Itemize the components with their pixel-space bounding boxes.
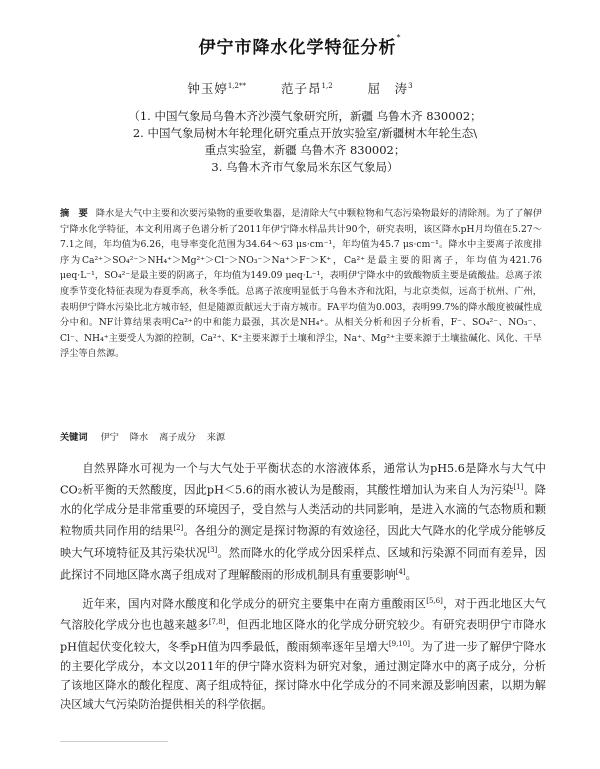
text-run: 近年来，国内对降水酸度和化学成分的研究主要集中在南方重酸雨区	[82, 597, 427, 611]
text-run: 。为了进一步了解伊宁降水的主要化学成分，本文以2011年的伊宁降水资料为研究对象，通过测定降水中的离子成分，分析了该地区降水的酸化程度、离子组成特征，探讨降水中化学成分的不同来源及影响因素，以期为解决区域大气污染防治提供相关的科学依据。	[60, 640, 546, 712]
text-run: 。降水的化学成分是非常重要的环境因子，受自然与人类活动的共同影响，是进入水滴的气态物质和颗粒物质共同作用的结果	[60, 483, 546, 538]
keywords	[60, 429, 542, 443]
text-run: ，对于西北地区大气气溶胶化学成分也也越来越多	[60, 597, 546, 633]
author-affiliation-mark: 1,2	[321, 81, 333, 90]
author-name: 屈 涛	[367, 81, 409, 96]
citation: [7,8]	[208, 618, 226, 627]
paper-title	[0, 33, 600, 58]
keywords-label: 关键词	[60, 432, 88, 443]
keyword: 来源	[206, 432, 226, 443]
citation: [4]	[395, 567, 406, 576]
keyword: 伊宁	[100, 432, 119, 443]
citation: [1]	[513, 483, 524, 492]
text-run: 。	[405, 568, 417, 582]
abstract-text: 降水是大气中主要和次要污染物的重要收集器，是清除大气中颗粒物和气态污染物最好的清除剂。为了了解伊宁降水化学特征，本文利用离子色谱分析了2011年伊宁降水样品共计90个，研究表明，该区降水pH月均值在5.27～7.1之间，年均值为6.26，电导率变化范围为34.64～63 μs·cm⁻¹，年均值为45.7 μs·cm⁻¹。降水中主要离子浓度排序为Ca²⁺＞SO₄²⁻＞NH₄⁺＞Mg²⁺＞Cl⁻＞NO₃⁻＞Na⁺＞F⁻＞K⁺，Ca²⁺是最主要的阳离子，年均值为421.76 μeq·L⁻¹，SO₄²⁻是最主要的阴离子，年均值为149.09 μeq·L⁻¹，表明伊宁降水中的致酸物质主要是硫酸盐。总离子浓度季节变化特征表现为春夏季高，秋冬季低。总离子浓度明显低于乌鲁木齐和沈阳，与北京类似，远高于杭州、广州，表明伊宁降水污染比北方城市轻，但是随源贡献远大于南方城市。FA平均值为0.003，表明99.7%的降水酸度被碱性成分中和。NF计算结果表明Ca²⁺的中和能力最强，其次是NH₄⁺。从相关分析和因子分析看，F⁻、SO₄²⁻、NO₃⁻、Cl⁻、NH₄⁺主要受人为源的控制，Ca²⁺、K⁺主要来源于土壤和浮尘，Na⁺、Mg²⁺主要来源于土壤盐碱化、风化、干旱浮尘等自然源。	[60, 208, 542, 360]
affiliation-block	[95, 108, 515, 176]
body-text	[60, 459, 546, 721]
keyword: 降水	[129, 432, 149, 443]
abstract	[60, 206, 542, 362]
author-1	[187, 81, 246, 96]
citation: [9,10]	[388, 640, 410, 649]
title-footnote-mark: *	[396, 33, 402, 42]
affiliation-line: 3. 乌鲁木齐市气象局米东区气象局）	[211, 160, 399, 174]
paper-title-text: 伊宁市降水化学特征分析	[198, 38, 397, 58]
abstract-label: 摘 要	[60, 208, 88, 219]
affiliation-line: （1. 中国气象局乌鲁木齐沙漠气象研究所，新疆 乌鲁木齐 830002；	[128, 109, 482, 123]
affiliation-line: 2. 中国气象局树木年轮理化研究重点开放实验室/新疆树木年轮生态\	[132, 126, 478, 140]
text-run: ，但西北地区降水的化学成分研究较少。有研究表明伊宁市降水pH值起伏变化较大，冬季pH值为四季最低，酸雨频率逐年呈增大	[60, 619, 546, 654]
text-run: 。然而降水的化学成分因采样点、区域和污染源不同而有差异，因此探讨不同地区降水离子组成对了理解酸雨的形成机制具有重要影响	[60, 546, 546, 582]
citation: [5,6]	[426, 596, 443, 605]
author-2	[281, 81, 333, 96]
keyword: 离子成分	[159, 432, 196, 443]
author-3	[368, 81, 413, 96]
citation: [3]	[207, 545, 218, 554]
author-affiliation-mark: 1,2**	[227, 81, 247, 90]
author-list	[0, 79, 600, 97]
text-run: 自然界降水可视为一个与大气处于平衡状态的水溶液体系，通常认为pH5.6是降水与大气中CO₂析平衡的天然酸度，因此pH＜5.6的雨水被认为是酸雨，其酸性增加认为来自人为污染	[60, 462, 546, 497]
text-run: 。各组分的测定是探讨物源的有效途径，因此大气降水的化学成分能够反映大气环境特征及其污染状况	[60, 524, 546, 560]
citation: [2]	[173, 524, 184, 533]
affiliation-line: 重点实验室，新疆 乌鲁木齐 830002；	[204, 143, 406, 157]
footnote-divider	[60, 741, 168, 742]
body-paragraph-2	[60, 592, 546, 715]
author-affiliation-mark: 3	[408, 81, 413, 90]
author-name: 钟玉婷	[187, 81, 228, 96]
body-paragraph-1	[60, 459, 546, 585]
author-name: 范子昂	[281, 81, 322, 96]
